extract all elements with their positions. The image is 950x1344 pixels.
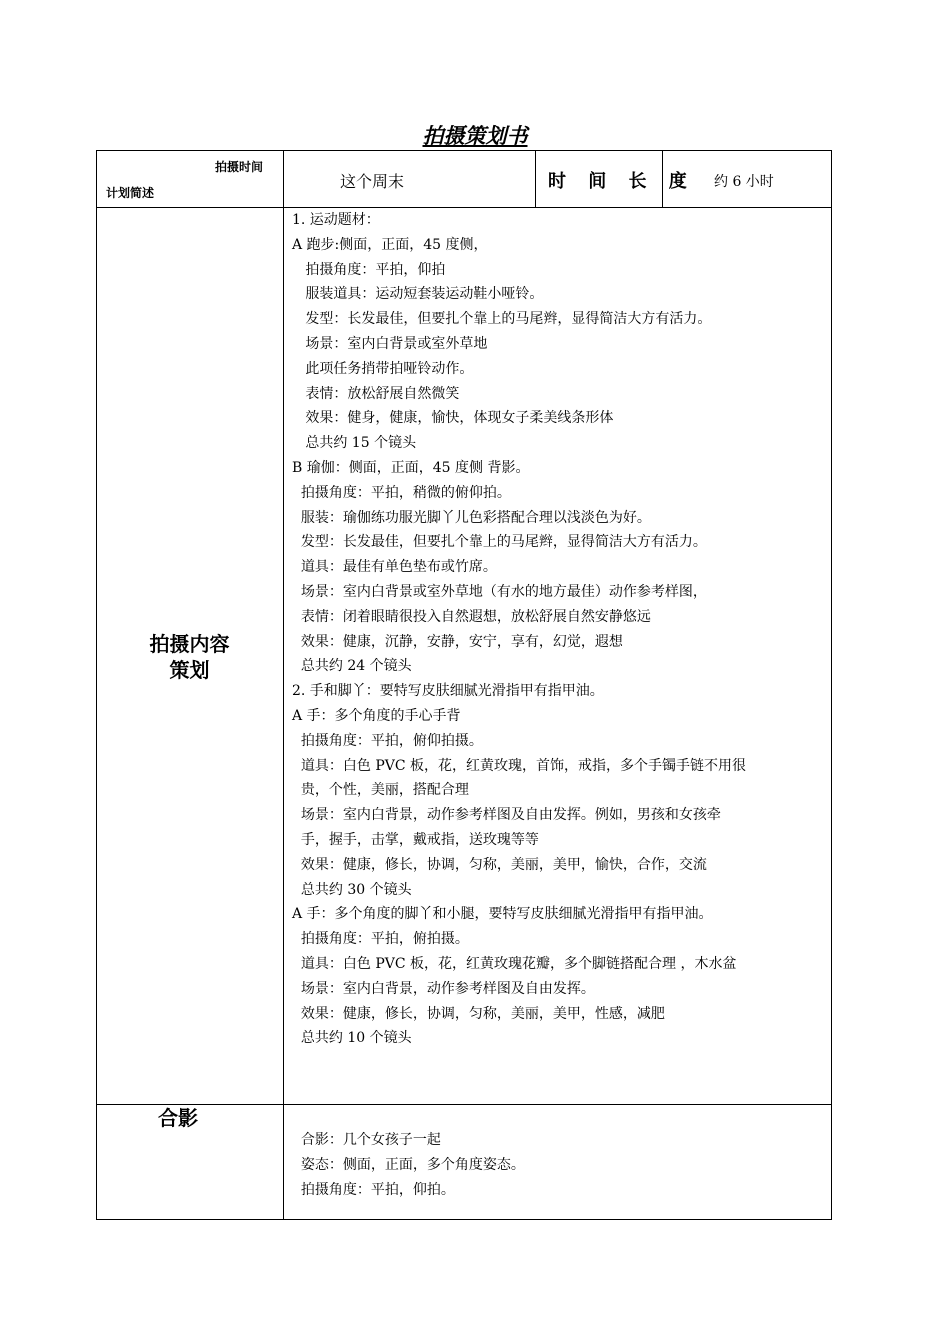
content-line: 拍摄角度：平拍，俯拍摄。: [292, 931, 469, 948]
content-line: 贵，个性，美丽，搭配合理: [292, 782, 469, 799]
content-line: 拍摄角度：平拍，稍微的俯仰拍。: [292, 484, 511, 501]
duration-value: 约 6 小时: [714, 174, 774, 190]
header-divider-1: [535, 150, 536, 207]
group-photo-label: 合影: [158, 1106, 198, 1130]
shoot-time-value: 这个周末: [340, 172, 405, 191]
shoot-time-header: 拍摄时间: [215, 160, 264, 174]
content-line: 效果：健身，健康，愉快，体现女子柔美线条形体: [292, 410, 614, 427]
content-line: 手，握手，击掌，戴戒指，送玫瑰等等: [292, 831, 539, 848]
content-line: 总共约 15 个镜头: [292, 435, 417, 452]
content-line: 道具：白色 PVC 板，花，红黄玫瑰花瓣，多个脚链搭配合理 ，木水盆: [292, 955, 737, 972]
content-plan-text: [292, 208, 746, 1051]
content-line: 效果：健康，修长，协调，匀称，美丽，美甲，性感，减肥: [292, 1005, 665, 1022]
content-line: 此项任务捎带拍哑铃动作。: [292, 360, 474, 377]
content-plan-label-line1: 拍摄内容: [149, 632, 230, 656]
content-line: 道具：白色 PVC 板，花，红黄玫瑰，首饰，戒指，多个手镯手链不用很: [292, 757, 747, 774]
group-photo-text: [292, 1128, 525, 1202]
content-line: 效果：健康，修长，协调，匀称，美丽，美甲，愉快，合作，交流: [292, 856, 707, 873]
group-photo-line: 姿态：侧面，正面，多个角度姿态。: [292, 1156, 525, 1173]
group-photo-line: 拍摄角度：平拍，仰拍。: [292, 1181, 455, 1198]
content-line: 场景：室内白背景，动作参考样图及自由发挥。: [292, 980, 595, 997]
content-line: 拍摄角度：平拍，仰拍: [292, 261, 446, 278]
content-line: 总共约 24 个镜头: [292, 658, 412, 675]
content-line: 2. 手和脚丫：要特写皮肤细腻光滑指甲有指甲油。: [292, 683, 604, 700]
content-line: 发型：长发最佳，但要扎个靠上的马尾辫，显得简洁大方有活力。: [292, 534, 707, 551]
content-line: 场景：室内白背景或室外草地: [292, 335, 488, 352]
content-line: 表情：放松舒展自然微笑: [292, 385, 460, 402]
content-line: B 瑜伽：侧面，正面，45 度侧 背影。: [292, 459, 530, 476]
content-line: A 手：多个角度的手心手背: [292, 707, 461, 724]
content-line: 效果：健康，沉静，安静，安宁，享有，幻觉，遐想: [292, 633, 623, 650]
content-line: 场景：室内白背景，动作参考样图及自由发挥。例如，男孩和女孩牵: [292, 807, 721, 824]
content-line: 发型：长发最佳，但要扎个靠上的马尾辫，显得简洁大方有活力。: [292, 311, 712, 328]
plan-summary-header: 计划简述: [106, 186, 155, 200]
content-line: 总共约 10 个镜头: [292, 1030, 412, 1047]
content-plan-label: [96, 631, 283, 683]
content-line: 道具：最佳有单色垫布或竹席。: [292, 559, 497, 576]
content-plan-label-line2: 策划: [169, 658, 210, 682]
page-title: 拍摄策划书: [422, 123, 528, 148]
content-line: 服装道具：运动短套装运动鞋小哑铃。: [292, 286, 544, 303]
content-line: A 手：多个角度的脚丫和小腿，要特写皮肤细腻光滑指甲有指甲油。: [292, 906, 713, 923]
content-line: 场景：室内白背景或室外草地（有水的地方最佳）动作参考样图，: [292, 583, 707, 600]
content-line: 拍摄角度：平拍，俯仰拍摄。: [292, 732, 483, 749]
content-line: 总共约 30 个镜头: [292, 881, 412, 898]
content-line: 服装：瑜伽练功服光脚丫儿色彩搭配合理以浅淡色为好。: [292, 509, 651, 526]
duration-label: 时 间 长 度: [548, 171, 695, 192]
content-line: A 跑步:侧面，正面，45 度侧，: [292, 236, 488, 253]
content-line: 1. 运动题材：: [292, 212, 380, 228]
group-photo-line: 合影：几个女孩子一起: [292, 1132, 441, 1148]
content-line: 表情：闭着眼睛很投入自然遐想，放松舒展自然安静悠远: [292, 608, 651, 625]
column-divider: [283, 150, 284, 1220]
